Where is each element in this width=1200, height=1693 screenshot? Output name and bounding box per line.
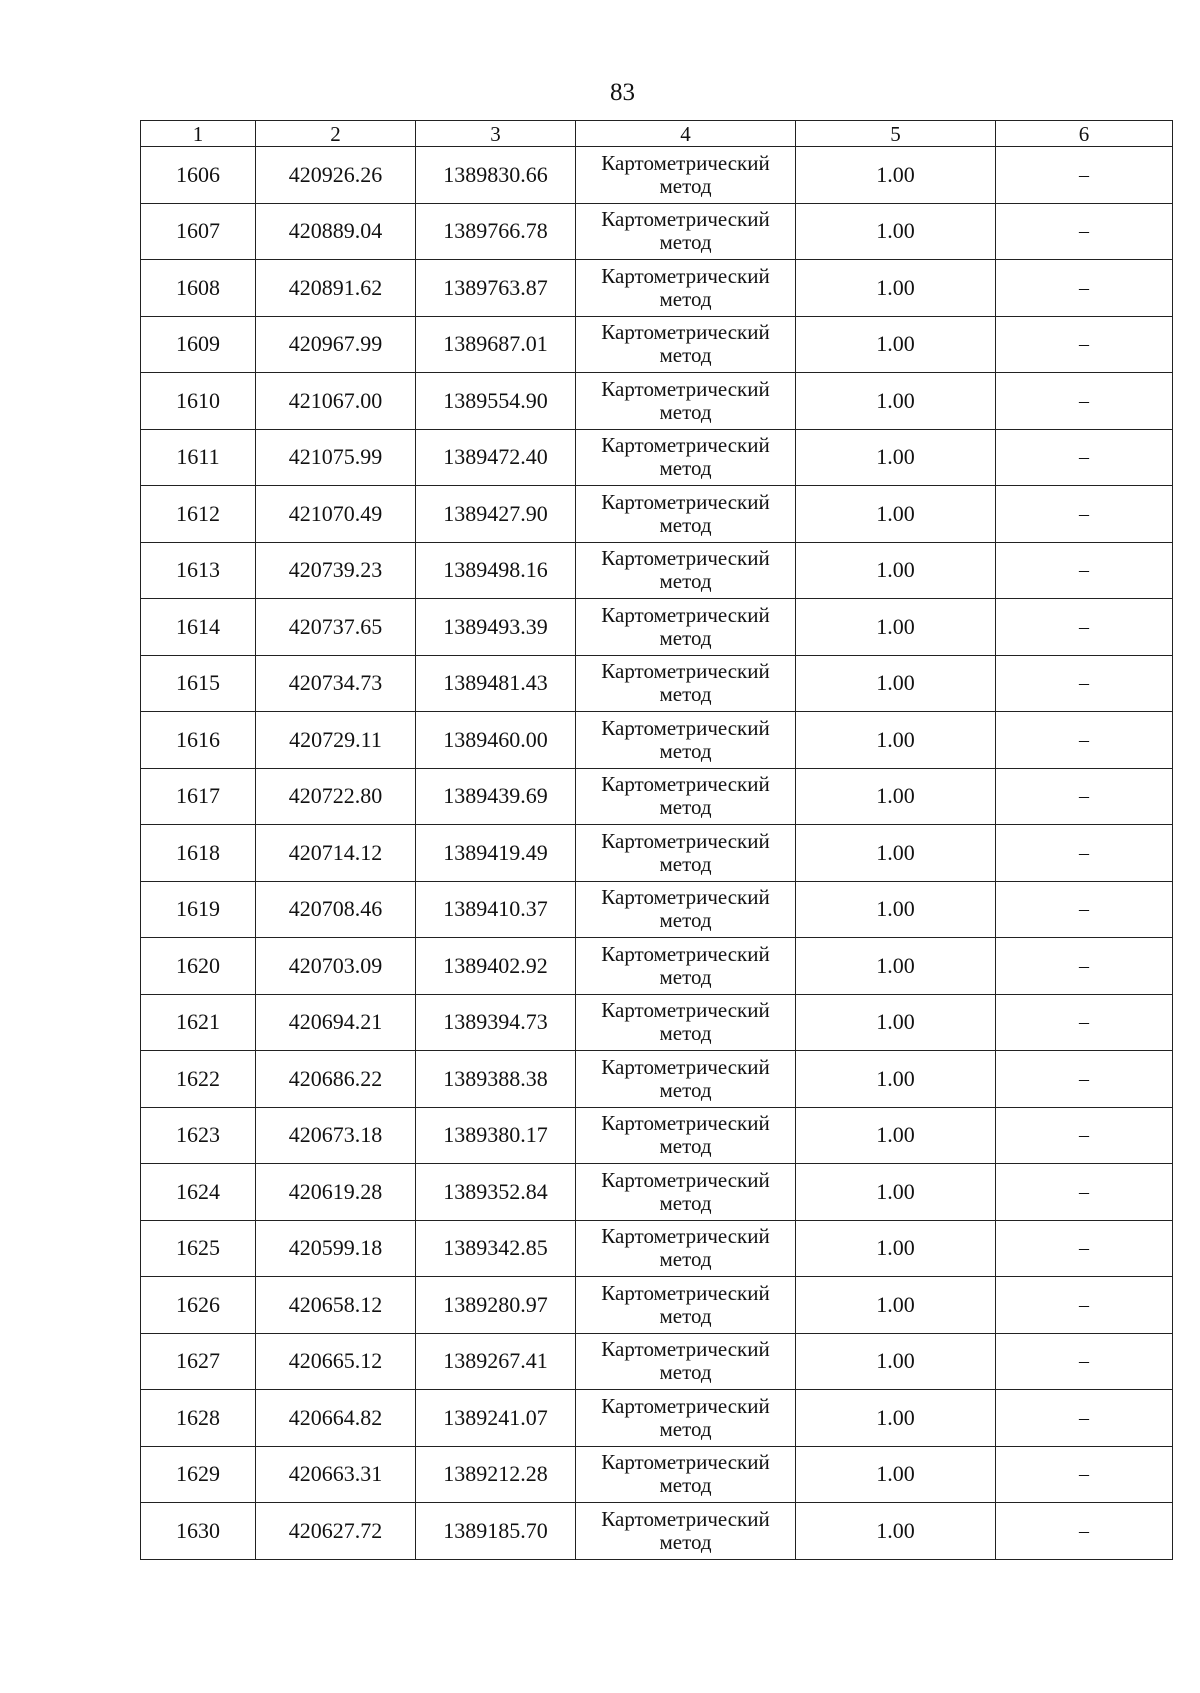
cell-point-number: 1629 bbox=[141, 1446, 256, 1503]
cell-accuracy: 1.00 bbox=[796, 1164, 996, 1221]
cell-x-coordinate: 420694.21 bbox=[256, 994, 416, 1051]
cell-description: – bbox=[996, 542, 1173, 599]
cell-description: – bbox=[996, 1446, 1173, 1503]
table-row bbox=[141, 1220, 1173, 1277]
cell-y-coordinate: 1389460.00 bbox=[416, 712, 576, 769]
cell-y-coordinate: 1389212.28 bbox=[416, 1446, 576, 1503]
page-number: 83 bbox=[610, 79, 635, 106]
cell-accuracy: 1.00 bbox=[796, 1107, 996, 1164]
cell-x-coordinate: 420714.12 bbox=[256, 825, 416, 882]
cell-method: Картометрический метод bbox=[576, 1220, 796, 1277]
cell-point-number: 1606 bbox=[141, 147, 256, 204]
cell-accuracy: 1.00 bbox=[796, 599, 996, 656]
cell-y-coordinate: 1389352.84 bbox=[416, 1164, 576, 1221]
cell-point-number: 1621 bbox=[141, 994, 256, 1051]
cell-description: – bbox=[996, 938, 1173, 995]
cell-y-coordinate: 1389280.97 bbox=[416, 1277, 576, 1334]
table-row bbox=[141, 825, 1173, 882]
cell-description: – bbox=[996, 1051, 1173, 1108]
cell-y-coordinate: 1389410.37 bbox=[416, 881, 576, 938]
cell-description: – bbox=[996, 825, 1173, 882]
cell-y-coordinate: 1389402.92 bbox=[416, 938, 576, 995]
table-row bbox=[141, 1390, 1173, 1447]
cell-y-coordinate: 1389481.43 bbox=[416, 655, 576, 712]
cell-method: Картометрический метод bbox=[576, 881, 796, 938]
table-row bbox=[141, 1446, 1173, 1503]
cell-point-number: 1626 bbox=[141, 1277, 256, 1334]
cell-description: – bbox=[996, 203, 1173, 260]
cell-x-coordinate: 420673.18 bbox=[256, 1107, 416, 1164]
cell-accuracy: 1.00 bbox=[796, 1503, 996, 1560]
column-header-accuracy: 5 bbox=[796, 121, 996, 147]
table-row bbox=[141, 542, 1173, 599]
cell-method: Картометрический метод bbox=[576, 825, 796, 882]
cell-method: Картометрический метод bbox=[576, 1446, 796, 1503]
cell-point-number: 1608 bbox=[141, 260, 256, 317]
column-header-point-number: 1 bbox=[141, 121, 256, 147]
cell-point-number: 1612 bbox=[141, 486, 256, 543]
table-row bbox=[141, 1333, 1173, 1390]
table-row bbox=[141, 768, 1173, 825]
table-row bbox=[141, 1503, 1173, 1560]
table-row bbox=[141, 373, 1173, 430]
cell-method: Картометрический метод bbox=[576, 260, 796, 317]
cell-description: – bbox=[996, 655, 1173, 712]
table-row bbox=[141, 1277, 1173, 1334]
cell-x-coordinate: 420737.65 bbox=[256, 599, 416, 656]
cell-method: Картометрический метод bbox=[576, 1051, 796, 1108]
cell-method: Картометрический метод bbox=[576, 938, 796, 995]
cell-description: – bbox=[996, 994, 1173, 1051]
cell-y-coordinate: 1389472.40 bbox=[416, 429, 576, 486]
cell-point-number: 1630 bbox=[141, 1503, 256, 1560]
cell-y-coordinate: 1389388.38 bbox=[416, 1051, 576, 1108]
cell-method: Картометрический метод bbox=[576, 1333, 796, 1390]
cell-accuracy: 1.00 bbox=[796, 1051, 996, 1108]
cell-description: – bbox=[996, 881, 1173, 938]
cell-description: – bbox=[996, 1390, 1173, 1447]
table-header bbox=[141, 121, 1173, 147]
table-row bbox=[141, 316, 1173, 373]
cell-y-coordinate: 1389687.01 bbox=[416, 316, 576, 373]
cell-x-coordinate: 420599.18 bbox=[256, 1220, 416, 1277]
cell-point-number: 1617 bbox=[141, 768, 256, 825]
cell-y-coordinate: 1389419.49 bbox=[416, 825, 576, 882]
cell-accuracy: 1.00 bbox=[796, 542, 996, 599]
table-row bbox=[141, 655, 1173, 712]
cell-method: Картометрический метод bbox=[576, 994, 796, 1051]
cell-accuracy: 1.00 bbox=[796, 1446, 996, 1503]
cell-x-coordinate: 420739.23 bbox=[256, 542, 416, 599]
cell-y-coordinate: 1389554.90 bbox=[416, 373, 576, 430]
cell-y-coordinate: 1389439.69 bbox=[416, 768, 576, 825]
cell-accuracy: 1.00 bbox=[796, 881, 996, 938]
cell-y-coordinate: 1389394.73 bbox=[416, 994, 576, 1051]
cell-description: – bbox=[996, 373, 1173, 430]
cell-x-coordinate: 420722.80 bbox=[256, 768, 416, 825]
cell-x-coordinate: 420619.28 bbox=[256, 1164, 416, 1221]
cell-description: – bbox=[996, 712, 1173, 769]
column-header-x-coordinate: 2 bbox=[256, 121, 416, 147]
table-row bbox=[141, 260, 1173, 317]
cell-point-number: 1609 bbox=[141, 316, 256, 373]
cell-accuracy: 1.00 bbox=[796, 486, 996, 543]
cell-description: – bbox=[996, 599, 1173, 656]
cell-accuracy: 1.00 bbox=[796, 203, 996, 260]
cell-description: – bbox=[996, 1503, 1173, 1560]
cell-description: – bbox=[996, 1277, 1173, 1334]
cell-point-number: 1614 bbox=[141, 599, 256, 656]
cell-point-number: 1620 bbox=[141, 938, 256, 995]
cell-x-coordinate: 420729.11 bbox=[256, 712, 416, 769]
cell-x-coordinate: 421070.49 bbox=[256, 486, 416, 543]
cell-x-coordinate: 420734.73 bbox=[256, 655, 416, 712]
table-row bbox=[141, 994, 1173, 1051]
cell-y-coordinate: 1389493.39 bbox=[416, 599, 576, 656]
cell-x-coordinate: 420658.12 bbox=[256, 1277, 416, 1334]
cell-y-coordinate: 1389830.66 bbox=[416, 147, 576, 204]
cell-point-number: 1613 bbox=[141, 542, 256, 599]
cell-description: – bbox=[996, 1107, 1173, 1164]
cell-method: Картометрический метод bbox=[576, 147, 796, 204]
cell-description: – bbox=[996, 486, 1173, 543]
cell-x-coordinate: 421075.99 bbox=[256, 429, 416, 486]
cell-point-number: 1625 bbox=[141, 1220, 256, 1277]
cell-description: – bbox=[996, 768, 1173, 825]
cell-description: – bbox=[996, 1164, 1173, 1221]
cell-point-number: 1618 bbox=[141, 825, 256, 882]
cell-x-coordinate: 420665.12 bbox=[256, 1333, 416, 1390]
cell-method: Картометрический метод bbox=[576, 373, 796, 430]
column-header-method: 4 bbox=[576, 121, 796, 147]
cell-y-coordinate: 1389763.87 bbox=[416, 260, 576, 317]
cell-point-number: 1615 bbox=[141, 655, 256, 712]
cell-x-coordinate: 420664.82 bbox=[256, 1390, 416, 1447]
cell-method: Картометрический метод bbox=[576, 768, 796, 825]
cell-y-coordinate: 1389185.70 bbox=[416, 1503, 576, 1560]
cell-x-coordinate: 420708.46 bbox=[256, 881, 416, 938]
cell-method: Картометрический метод bbox=[576, 712, 796, 769]
cell-accuracy: 1.00 bbox=[796, 1277, 996, 1334]
table-row bbox=[141, 429, 1173, 486]
cell-accuracy: 1.00 bbox=[796, 147, 996, 204]
cell-x-coordinate: 420926.26 bbox=[256, 147, 416, 204]
cell-x-coordinate: 421067.00 bbox=[256, 373, 416, 430]
cell-description: – bbox=[996, 429, 1173, 486]
cell-y-coordinate: 1389498.16 bbox=[416, 542, 576, 599]
cell-accuracy: 1.00 bbox=[796, 316, 996, 373]
cell-point-number: 1627 bbox=[141, 1333, 256, 1390]
cell-description: – bbox=[996, 1333, 1173, 1390]
cell-description: – bbox=[996, 260, 1173, 317]
cell-accuracy: 1.00 bbox=[796, 994, 996, 1051]
cell-point-number: 1616 bbox=[141, 712, 256, 769]
cell-x-coordinate: 420967.99 bbox=[256, 316, 416, 373]
cell-description: – bbox=[996, 1220, 1173, 1277]
cell-x-coordinate: 420889.04 bbox=[256, 203, 416, 260]
table-row bbox=[141, 147, 1173, 204]
cell-method: Картометрический метод bbox=[576, 599, 796, 656]
cell-method: Картометрический метод bbox=[576, 316, 796, 373]
cell-y-coordinate: 1389241.07 bbox=[416, 1390, 576, 1447]
cell-point-number: 1607 bbox=[141, 203, 256, 260]
header-row bbox=[141, 121, 1173, 147]
cell-accuracy: 1.00 bbox=[796, 655, 996, 712]
cell-point-number: 1624 bbox=[141, 1164, 256, 1221]
cell-accuracy: 1.00 bbox=[796, 712, 996, 769]
cell-point-number: 1628 bbox=[141, 1390, 256, 1447]
cell-accuracy: 1.00 bbox=[796, 373, 996, 430]
table-row bbox=[141, 938, 1173, 995]
cell-description: – bbox=[996, 147, 1173, 204]
cell-method: Картометрический метод bbox=[576, 203, 796, 260]
cell-point-number: 1619 bbox=[141, 881, 256, 938]
cell-accuracy: 1.00 bbox=[796, 938, 996, 995]
cell-x-coordinate: 420891.62 bbox=[256, 260, 416, 317]
cell-point-number: 1611 bbox=[141, 429, 256, 486]
column-header-y-coordinate: 3 bbox=[416, 121, 576, 147]
cell-method: Картометрический метод bbox=[576, 542, 796, 599]
cell-method: Картометрический метод bbox=[576, 1503, 796, 1560]
cell-method: Картометрический метод bbox=[576, 655, 796, 712]
cell-point-number: 1622 bbox=[141, 1051, 256, 1108]
cell-method: Картометрический метод bbox=[576, 1390, 796, 1447]
cell-accuracy: 1.00 bbox=[796, 1390, 996, 1447]
cell-y-coordinate: 1389766.78 bbox=[416, 203, 576, 260]
table-row bbox=[141, 1051, 1173, 1108]
cell-x-coordinate: 420663.31 bbox=[256, 1446, 416, 1503]
cell-accuracy: 1.00 bbox=[796, 825, 996, 882]
table-row bbox=[141, 599, 1173, 656]
cell-y-coordinate: 1389342.85 bbox=[416, 1220, 576, 1277]
cell-method: Картометрический метод bbox=[576, 486, 796, 543]
column-header-description: 6 bbox=[996, 121, 1173, 147]
cell-method: Картометрический метод bbox=[576, 1107, 796, 1164]
cell-accuracy: 1.00 bbox=[796, 768, 996, 825]
cell-method: Картометрический метод bbox=[576, 1164, 796, 1221]
cell-x-coordinate: 420627.72 bbox=[256, 1503, 416, 1560]
table-row bbox=[141, 1164, 1173, 1221]
cell-point-number: 1623 bbox=[141, 1107, 256, 1164]
cell-y-coordinate: 1389267.41 bbox=[416, 1333, 576, 1390]
cell-y-coordinate: 1389427.90 bbox=[416, 486, 576, 543]
table-row bbox=[141, 1107, 1173, 1164]
cell-accuracy: 1.00 bbox=[796, 1220, 996, 1277]
cell-method: Картометрический метод bbox=[576, 429, 796, 486]
cell-y-coordinate: 1389380.17 bbox=[416, 1107, 576, 1164]
coordinates-table bbox=[140, 120, 1173, 1560]
table-row bbox=[141, 203, 1173, 260]
cell-description: – bbox=[996, 316, 1173, 373]
cell-x-coordinate: 420703.09 bbox=[256, 938, 416, 995]
cell-method: Картометрический метод bbox=[576, 1277, 796, 1334]
table-row bbox=[141, 712, 1173, 769]
cell-accuracy: 1.00 bbox=[796, 260, 996, 317]
cell-accuracy: 1.00 bbox=[796, 1333, 996, 1390]
cell-point-number: 1610 bbox=[141, 373, 256, 430]
cell-accuracy: 1.00 bbox=[796, 429, 996, 486]
table-body bbox=[141, 147, 1173, 1560]
table-row bbox=[141, 486, 1173, 543]
cell-x-coordinate: 420686.22 bbox=[256, 1051, 416, 1108]
table-row bbox=[141, 881, 1173, 938]
